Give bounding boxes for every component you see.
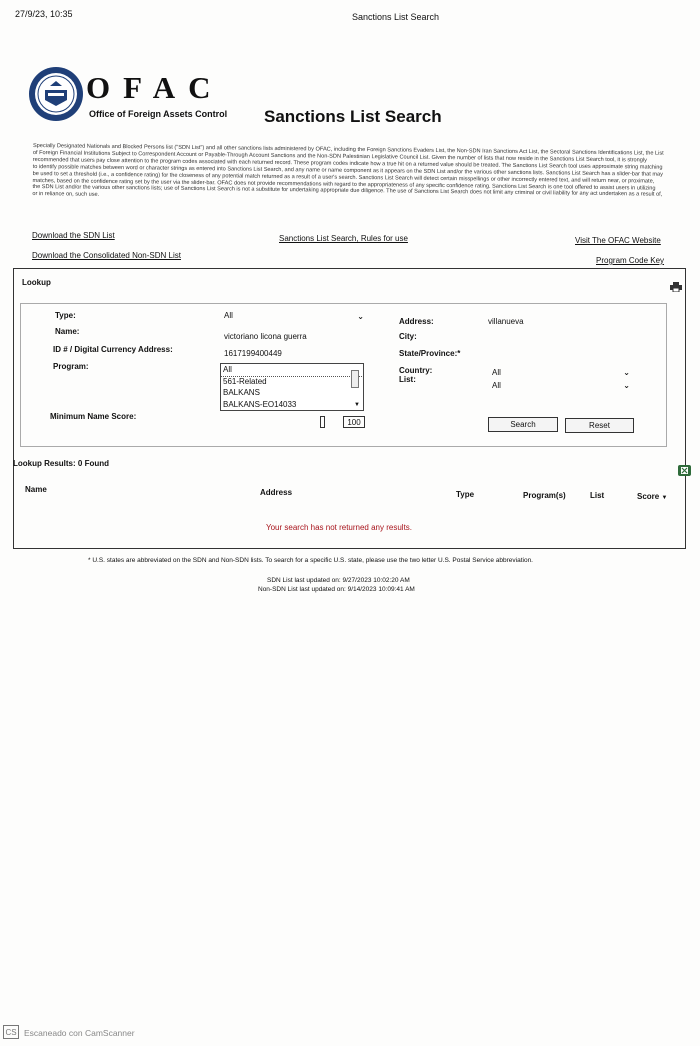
state-input[interactable] (488, 349, 638, 360)
col-header-name[interactable]: Name (25, 485, 47, 494)
download-sdn-link[interactable]: Download the SDN List (32, 231, 115, 240)
program-option[interactable]: BALKANS-EO14033 (223, 399, 297, 409)
chevron-down-icon: ⌄ (623, 381, 630, 390)
list-select-value: All (492, 381, 501, 390)
program-option[interactable]: All (221, 364, 363, 376)
col-header-score[interactable] (637, 492, 667, 501)
country-select[interactable] (490, 368, 632, 379)
country-select-value: All (492, 368, 501, 377)
results-title: Lookup Results: 0 Found (13, 459, 109, 468)
address-label: Address: (399, 317, 434, 326)
id-label: ID # / Digital Currency Address: (53, 345, 173, 354)
program-listbox[interactable] (220, 363, 364, 411)
listbox-scrollbar[interactable] (351, 370, 359, 388)
type-select-value: All (224, 311, 233, 320)
country-label: Country: (399, 366, 433, 375)
address-input[interactable]: villanueva (488, 317, 524, 326)
score-slider-handle[interactable] (320, 416, 325, 428)
city-input[interactable] (488, 332, 638, 343)
no-results-message: Your search has not returned any results. (266, 523, 413, 532)
search-button[interactable]: Search (488, 417, 558, 432)
col-header-address[interactable]: Address (260, 488, 293, 497)
chevron-down-icon: ⌄ (357, 312, 364, 321)
min-score-value[interactable]: 100 (343, 416, 365, 428)
states-footnote: * U.S. states are abbreviated on the SDN and Non-SDN lists. To search for a specific U.S. state, please use the two letter U.S. Postal Service abbreviation. (88, 557, 533, 564)
program-label: Program: (53, 362, 89, 371)
list-label: List: (399, 375, 416, 384)
col-header-programs[interactable]: Program(s) (523, 491, 566, 500)
name-input[interactable]: victoriano licona guerra (224, 332, 307, 341)
page-title: Sanctions List Search (264, 107, 442, 126)
min-score-label: Minimum Name Score: (50, 412, 137, 421)
print-page-title: Sanctions List Search (352, 12, 440, 22)
print-icon[interactable] (670, 282, 682, 292)
ofac-logo[interactable] (28, 66, 230, 126)
camscanner-watermark: Escaneado con CamScanner (24, 1028, 135, 1038)
name-label: Name: (55, 327, 80, 336)
treasury-seal-icon (28, 66, 84, 122)
city-label: City: (399, 332, 417, 341)
sdn-last-updated: SDN List last updated on: 9/27/2023 10:02:20 AM (267, 577, 410, 584)
chevron-down-icon: ⌄ (623, 368, 630, 377)
program-option[interactable]: BALKANS (223, 388, 260, 397)
ofac-subtitle: Office of Foreign Assets Control (89, 109, 228, 119)
id-input[interactable]: 1617199400449 (224, 349, 282, 358)
type-select[interactable] (222, 311, 366, 323)
non-sdn-last-updated: Non-SDN List last updated on: 9/14/2023 10:09:41 AM (258, 586, 415, 593)
col-header-type[interactable]: Type (456, 490, 475, 499)
download-consolidated-link[interactable]: Download the Consolidated Non-SDN List (32, 251, 181, 260)
print-datetime: 27/9/23, 10:35 (15, 9, 73, 19)
camscanner-logo: CS (3, 1025, 19, 1039)
scroll-down-icon[interactable]: ▼ (354, 402, 360, 408)
reset-button[interactable]: Reset (565, 418, 634, 433)
state-label: State/Province:* (399, 349, 461, 358)
program-option[interactable]: 561-Related (223, 376, 267, 386)
rules-for-use-link[interactable]: Sanctions List Search, Rules for use (279, 234, 408, 243)
list-select[interactable] (490, 381, 632, 392)
visit-ofac-link[interactable]: Visit The OFAC Website (575, 236, 661, 245)
program-code-key-link[interactable]: Program Code Key (596, 256, 665, 265)
score-header-label: Score (637, 492, 660, 501)
disclaimer-text: Specially Designated Nationals and Blocked Persons list ("SDN List") and all other sanctions lists administered by OFAC, including the Foreign Sanctions Evaders List, the Non-SDN Iran Sanctions Act List, the Sectoral Sanctions Identifications List, the List of Foreign Financial Institutions Subject to Correspondent Account or Payable-Through Account Sanctions and the Non-SDN Palestinian Legislative Council List. Given the number of lists that now reside in the Sanctions List Search tool, it is strongly recommended that users pay close attention to the program codes associated with each returned record. These program codes indicate how a true hit on a returned value should be treated. The Sanctions List Search tool uses approximate string matching to identify possible matches between word or character strings as entered into Sanctions List Search, and any name or name component as it appears on the SDN List and/or the various other sanctions lists. Sanctions List Search has a slider-bar that may be used to set a threshold (i.e., a confidence rating) for the closeness of any potential match returned as a result of a user's search. Sanctions List Search will detect certain misspellings or other incorrectly entered text, and will return near, or proximate, matches, based on the confidence rating set by the user via the slider-bar. OFAC does not provide recommendations with regard to the appropriateness of any specific confidence rating. Sanctions List Search is one tool offered to assist users in utilizing the SDN List and/or the various other sanctions lists; use of Sanctions List Search is not a substitute for undertaking appropriate due diligence. The use of Sanctions List Search does not limit any criminal or civil liability for any act undertaken as a result of, or in reliance on, such use. (32, 143, 664, 199)
export-excel-icon[interactable] (678, 465, 691, 476)
type-label: Type: (55, 311, 76, 320)
ofac-wordmark: OFAC (86, 70, 224, 105)
col-header-list[interactable]: List (590, 491, 605, 500)
sort-desc-icon: ▼ (661, 495, 668, 501)
lookup-title: Lookup (22, 278, 51, 287)
